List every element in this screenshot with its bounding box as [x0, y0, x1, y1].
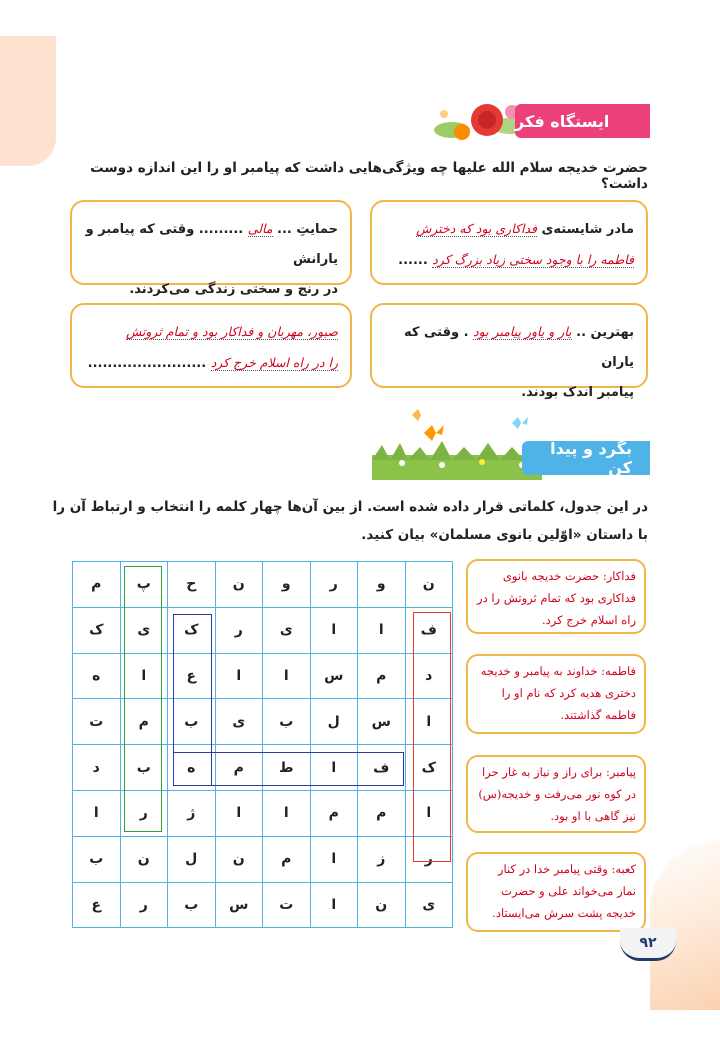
grid-cell: س — [215, 882, 263, 928]
grid-cell: ل — [168, 836, 216, 882]
grid-cell: ا — [358, 607, 406, 653]
grid-cell: ا — [73, 790, 121, 836]
handwritten-answer: مالی — [247, 221, 273, 236]
note-kabe: کعبه: وقتی پیامبر خدا در کنار نماز می‌خواند علی و حضرت خدیجه پشت سرش می‌ایستاد. — [466, 852, 646, 932]
grid-cell: ن — [405, 562, 453, 608]
grid-cell: ا — [405, 790, 453, 836]
banner-title: بگرد و پیدا کن — [550, 439, 632, 477]
grid-cell: ر — [310, 562, 358, 608]
grid-cell: ع — [168, 653, 216, 699]
grid-cell: ب — [73, 836, 121, 882]
grid-cell: ا — [263, 790, 311, 836]
grid-cell: ا — [310, 607, 358, 653]
grid-cell: و — [263, 562, 311, 608]
dotted-line: ........................ — [87, 356, 207, 371]
grid-cell: م — [358, 790, 406, 836]
page-number: ۹۲ — [620, 928, 676, 961]
grid-cell: س — [358, 699, 406, 745]
grid-cell: ر — [215, 607, 263, 653]
grid-cell: ر — [405, 836, 453, 882]
grid-cell: ب — [263, 699, 311, 745]
grid-cell: د — [405, 653, 453, 699]
box-text: ......... وقتی که پیامبر و یارانش — [85, 222, 338, 267]
grid-cell: ن — [120, 836, 168, 882]
box-text: . وقتی که یاران — [404, 325, 634, 370]
grid-cell: ه — [73, 653, 121, 699]
grid-cell: ا — [215, 653, 263, 699]
grid-cell: ر — [120, 882, 168, 928]
box-text: مادر شایسته‌ی — [541, 222, 634, 237]
grid-cell: ک — [168, 607, 216, 653]
answer-box-2 — [70, 200, 352, 297]
grid-cell: م — [73, 562, 121, 608]
grid-cell: س — [310, 653, 358, 699]
note-fadakar: فداکار: حضرت خدیجه بانوی فداکاری بود که تمام ثروتش را در راه اسلام خرج کرد. — [466, 559, 646, 634]
grid-cell: ی — [405, 882, 453, 928]
grid-cell: ح — [168, 562, 216, 608]
grid-cell: ی — [263, 607, 311, 653]
grid-cell: ه — [168, 745, 216, 791]
grid-cell: ک — [73, 607, 121, 653]
grid-cell: م — [215, 745, 263, 791]
corner-decoration-bottom — [650, 840, 720, 1010]
grid-cell: ا — [263, 653, 311, 699]
note-payambar: پیامبر: برای راز و نیاز به غار حرا در کوه نور می‌رفت و خدیجه(س) نیز گاهی با او بود. — [466, 755, 646, 833]
dotted-line: ...... — [398, 253, 428, 268]
grid-cell: ا — [310, 836, 358, 882]
handwritten-answer: صبور، مهربان و فداکار بود و تمام ثروتش — [125, 324, 338, 339]
grid-cell: ت — [73, 699, 121, 745]
grid-cell: ر — [120, 790, 168, 836]
highlight-payambar — [124, 566, 162, 832]
grid-cell: ف — [358, 745, 406, 791]
grid-cell: ن — [215, 836, 263, 882]
grid-row — [73, 836, 453, 882]
grid-cell: ب — [168, 699, 216, 745]
grass-butterflies-illustration — [372, 405, 542, 480]
grid-cell: ا — [120, 653, 168, 699]
grid-cell: ل — [310, 699, 358, 745]
grid-cell: م — [358, 653, 406, 699]
grid-cell: ن — [215, 562, 263, 608]
grid-cell: ا — [310, 745, 358, 791]
highlight-fateme — [173, 752, 404, 786]
grid-cell: م — [263, 836, 311, 882]
find-banner — [522, 441, 650, 475]
box-text: حمایتِ ... — [277, 222, 338, 237]
handwritten-answer: فداکاری بود که دخترش — [416, 221, 537, 236]
grid-cell: ب — [120, 745, 168, 791]
grid-cell: ا — [405, 699, 453, 745]
grid-cell: ن — [358, 882, 406, 928]
answer-box-4 — [70, 303, 352, 388]
grid-cell: ف — [405, 607, 453, 653]
grid-cell: ی — [215, 699, 263, 745]
grid-cell: ی — [120, 607, 168, 653]
question-1: حضرت خدیجه سلام الله علیها چه ویژگی‌هایی داشت که پیامبر او را این اندازه دوست داشت؟ — [90, 160, 648, 192]
corner-decoration — [0, 36, 56, 166]
box-text: در رنج و سختی زندگی می‌کردند. — [129, 282, 338, 297]
grid-row — [73, 882, 453, 928]
box-text: بهترین .. — [576, 325, 634, 340]
grid-cell: ا — [215, 790, 263, 836]
question-2: در این جدول، کلماتی قرار داده شده است. از بین آن‌ها چهار کلمه را انتخاب و ارتباط آن را با داستان «اوّلین بانوی مسلمان» بیان کنید. — [52, 499, 648, 543]
think-station-banner — [515, 104, 650, 138]
grid-cell: د — [73, 745, 121, 791]
grid-cell: ک — [405, 745, 453, 791]
handwritten-answer: یار و یاور پیامبر بود — [473, 324, 572, 339]
note-fateme: فاطمه: خداوند به پیامبر و خدیجه دختری هدیه کرد که نام او را فاطمه گذاشتند. — [466, 654, 646, 734]
grid-cell: م — [310, 790, 358, 836]
handwritten-answer: فاطمه را با وجود سختی زیاد بزرگ کرد — [432, 252, 634, 267]
handwritten-answer: را در راه اسلام خرج کرد — [210, 355, 338, 370]
grid-cell: ژ — [168, 790, 216, 836]
grid-cell: ز — [358, 836, 406, 882]
answer-box-3 — [370, 303, 648, 400]
grid-cell: ط — [263, 745, 311, 791]
answer-box-1 — [370, 200, 648, 285]
highlight-fadakar — [413, 612, 451, 862]
grid-cell: ت — [263, 882, 311, 928]
banner-title: ایستگاه فکر — [515, 111, 610, 131]
grid-cell: م — [120, 699, 168, 745]
grid-cell: ع — [73, 882, 121, 928]
grid-cell: ا — [310, 882, 358, 928]
grid-cell: پ — [120, 562, 168, 608]
grid-cell: و — [358, 562, 406, 608]
box-text: پیامبر اندک بودند. — [521, 385, 634, 400]
grid-cell: ب — [168, 882, 216, 928]
